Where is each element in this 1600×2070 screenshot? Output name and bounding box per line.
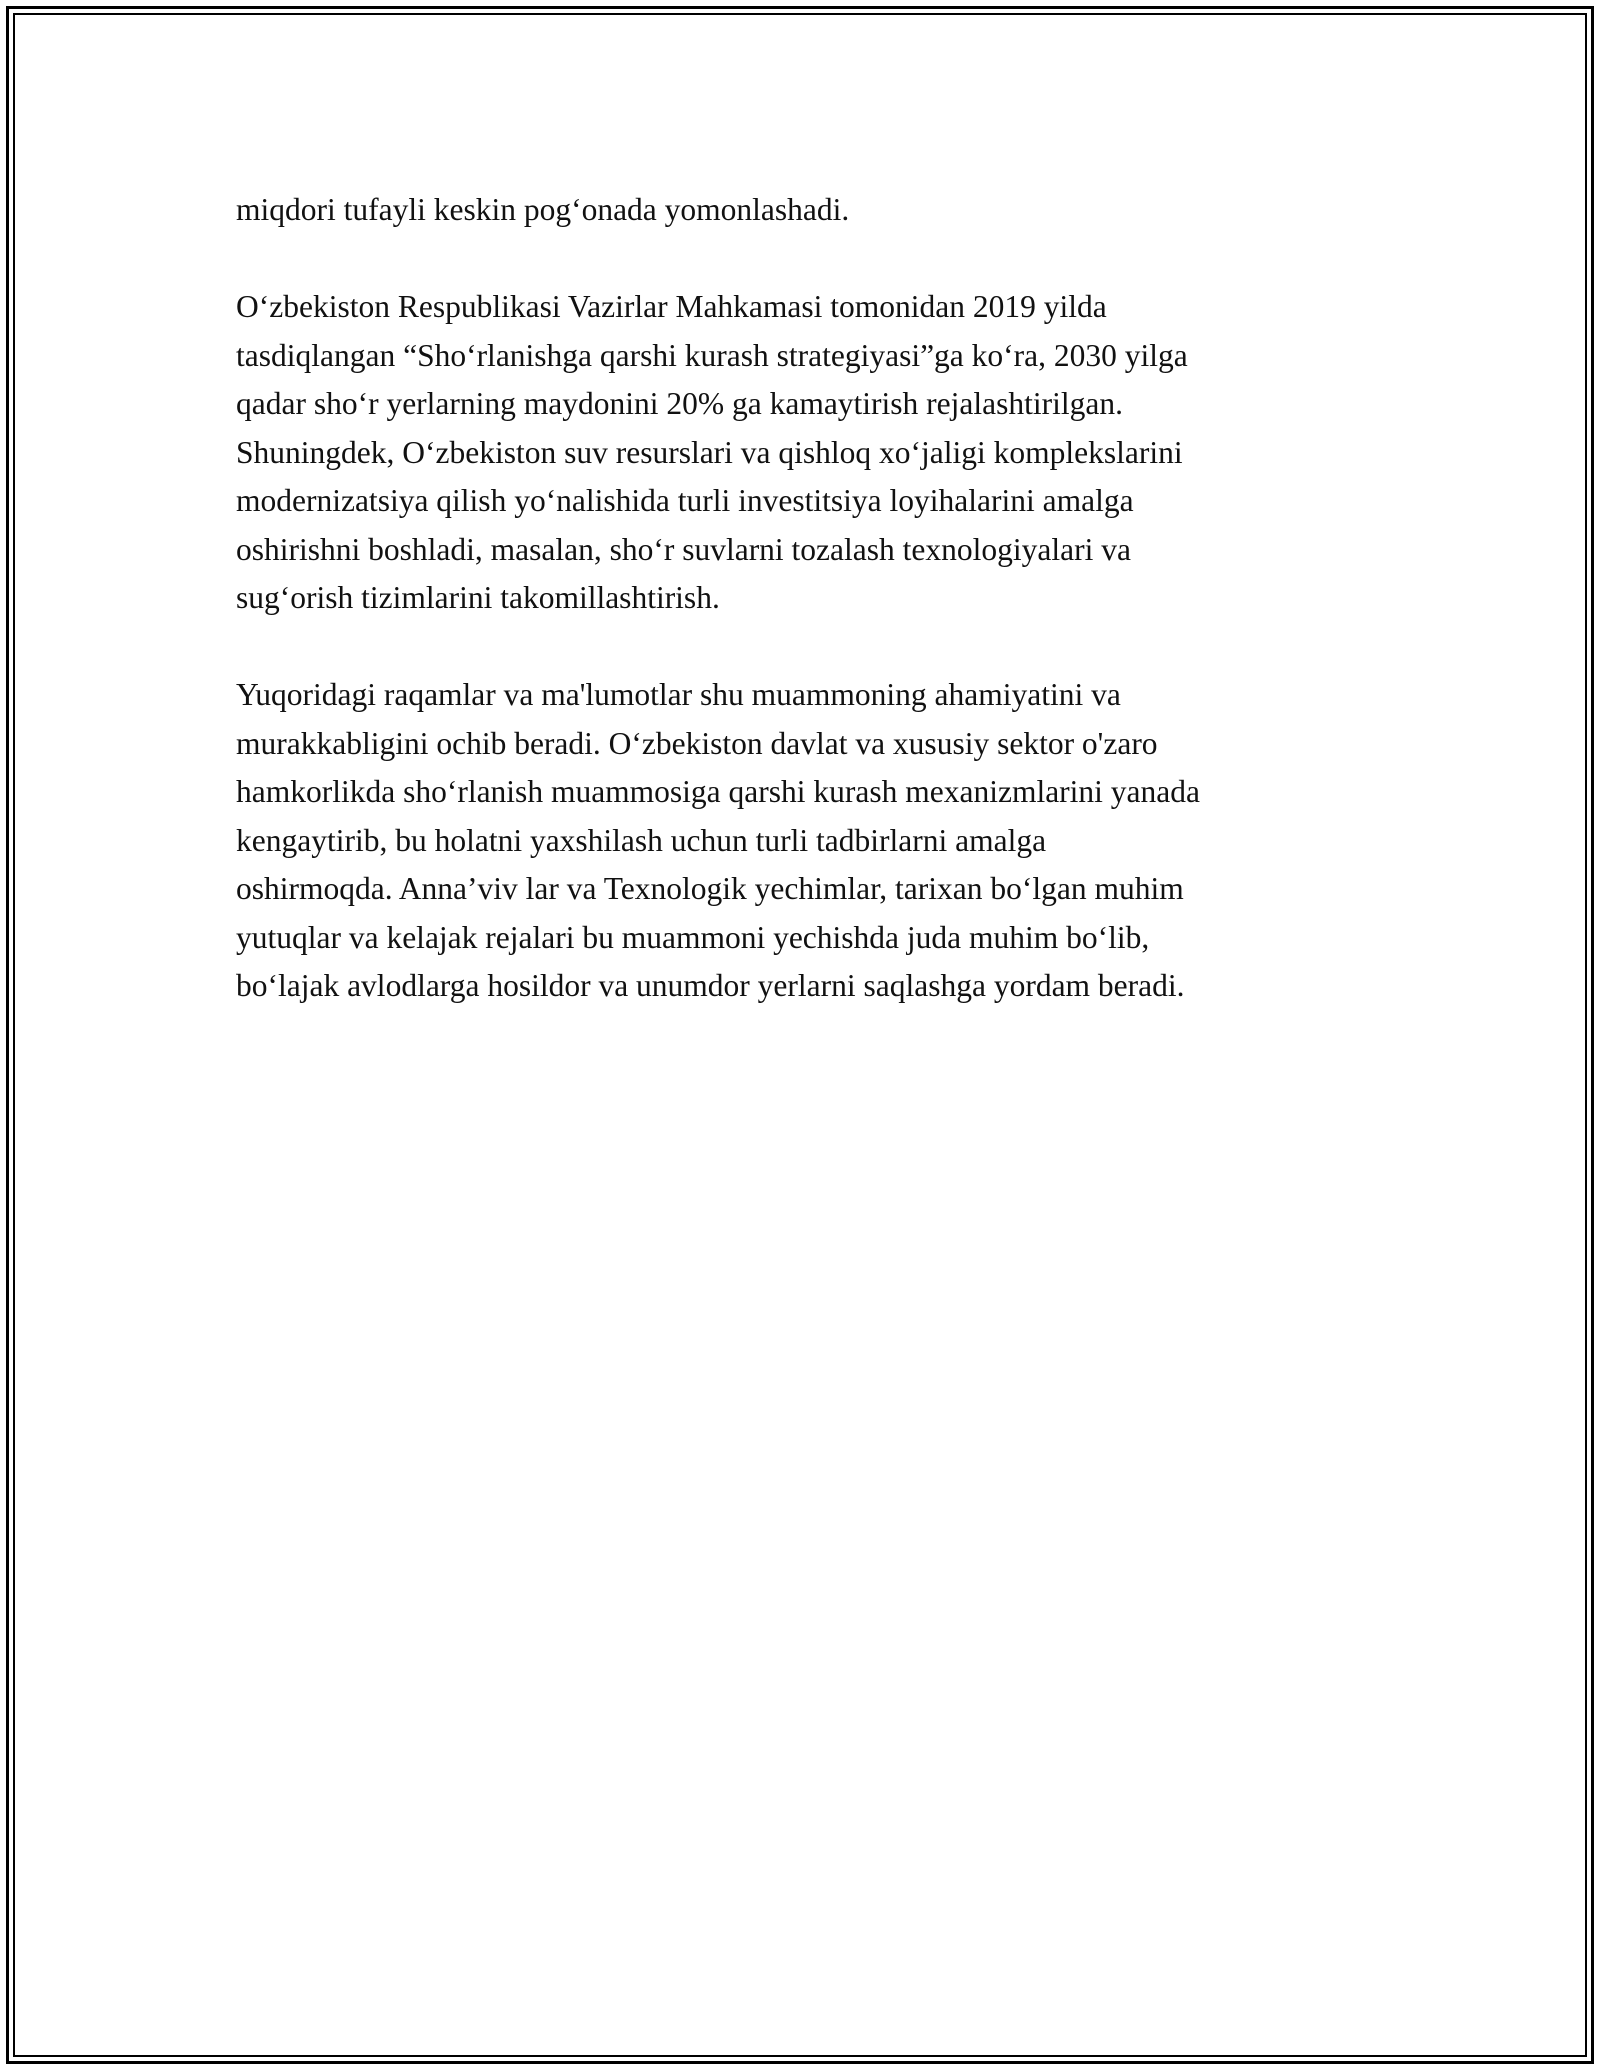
paragraph-conclusion: Yuqoridagi raqamlar va ma'lumotlar shu muammoning ahamiyatini va murakkabligini ochib beradi. O‘zbekiston davlat va xususiy sektor o'zaro hamkorlikda sho‘rlanish muammosiga qarshi kurash mexanizmlarini yanada kengaytirib, bu holatni yaxshilash uchun turli tadbirlarni amalga oshirmoqda. Anna’viv lar va Texnologik yechimlar, tarixan bo‘lgan muhim yutuqlar va kelajak rejalari bu muammoni yechishda juda muhim bo‘lib, bo‘lajak avlodlarga hosildor va unumdor yerlarni saqlashga yordam beradi. <box>236 677 1200 1003</box>
document-body <box>236 186 1386 1011</box>
paragraph-strategy: O‘zbekiston Respublikasi Vazirlar Mahkamasi tomonidan 2019 yilda tasdiqlangan “Sho‘rlanishga qarshi kurash strategiyasi”ga ko‘ra, 2030 yilga qadar sho‘r yerlarning maydonini 20% ga kamaytirish rejalashtirilgan. Shuningdek, O‘zbekiston suv resurslari va qishloq xo‘jaligi komplekslarini modernizatsiya qilish yo‘nalishida turli investitsiya loyihalarini amalga oshirishni boshladi, masalan, sho‘r suvlarni tozalash texnologiyalari va sug‘orish tizimlarini takomillashtirish. <box>236 289 1188 615</box>
paragraph-continuation: miqdori tufayli keskin pog‘onada yomonlashadi. <box>236 192 850 227</box>
